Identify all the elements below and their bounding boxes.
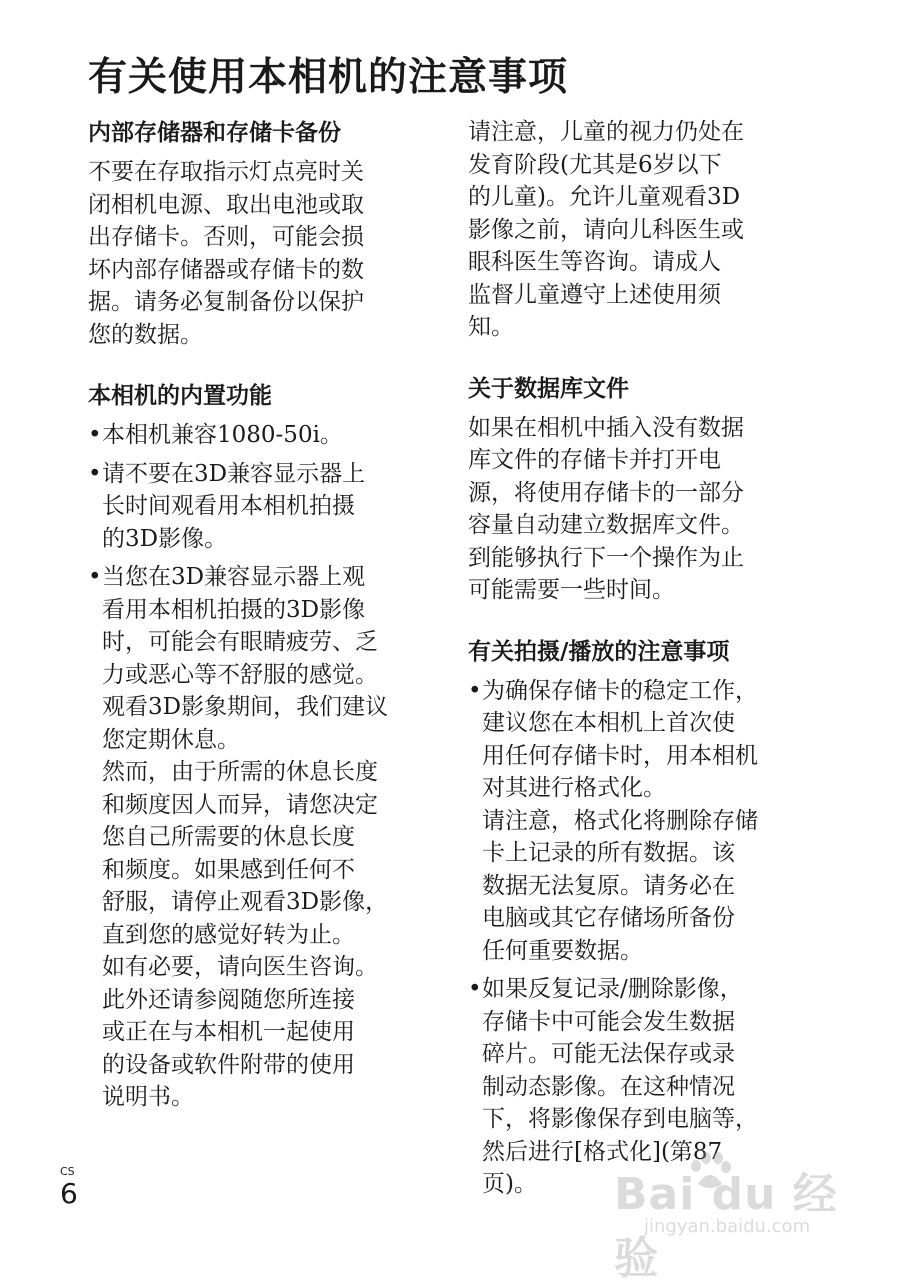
page-title: 有关使用本相机的注意事项 — [88, 55, 569, 100]
list-item-text: 本相机兼容1080-50i。 — [102, 422, 343, 448]
paw-icon — [688, 1152, 732, 1196]
watermark-url: jingyan.baidu.com — [644, 1216, 811, 1237]
list-item — [88, 419, 428, 452]
section-heading-database: 关于数据库文件 — [468, 375, 629, 402]
continued-text: 请注意，儿童的视力仍处在 发育阶段(尤其是6岁以下 的儿童)。允许儿童观看3D 影像之前，请向儿科医生或 眼科医生等咨询。请成人 监督儿童遵守上述使用须 知。 — [468, 119, 744, 340]
language-code: CS — [60, 1165, 75, 1178]
list-item-text: 请不要在3D兼容显示器上 长时间观看用本相机拍摄 的3D影像。 — [102, 460, 366, 552]
section-shooting — [468, 635, 808, 1201]
bullet-icon: • — [88, 422, 102, 448]
section-heading-backup: 内部存储器和存储卡备份 — [88, 120, 341, 146]
list-item — [88, 458, 428, 556]
section-backup — [88, 116, 428, 351]
list-item — [88, 561, 428, 1114]
page-number: 6 — [60, 1177, 78, 1210]
section-builtin — [88, 379, 428, 1114]
section-heading-shooting: 有关拍摄/播放的注意事项 — [468, 638, 730, 665]
bullet-list-shooting — [468, 675, 808, 1201]
section-continued — [468, 116, 808, 344]
bullet-icon: • — [468, 976, 482, 1002]
list-item-text: 为确保存储卡的稳定工作， 建议您在本相机上首次使 用任何存储卡时，用本相机 对其进行格式化。 — [482, 677, 758, 801]
section-text-database: 如果在相机中插入没有数据 库文件的存储卡并打开电 源，将使用存储卡的一部分 容量自动建立数据库文件。 到能够执行下一个操作为止 可能需要一些时间。 — [468, 414, 744, 603]
right-column — [468, 116, 808, 1229]
bullet-icon: • — [468, 677, 482, 704]
watermark-brand: Bai du 经验 — [614, 1169, 838, 1284]
section-heading-builtin: 本相机的内置功能 — [88, 383, 272, 409]
list-item — [468, 675, 808, 968]
section-database — [468, 372, 808, 607]
bullet-icon: • — [88, 460, 102, 487]
list-item-text: 如果反复记录/删除影像， 存储卡中可能会发生数据 碎片。可能无法保存或录 制动态影像。在这种情况 下，将影像保存到电脑等， 然后进行[格式化](第87 页)。 — [482, 976, 758, 1197]
section-text-backup: 不要在存取指示灯点亮时关 闭相机电源、取出电池或取 出存储卡。否则，可能会损 坏内部存储器或存储卡的数 据。请务必复制备份以保护 您的数据。 — [88, 159, 364, 348]
bullet-icon: • — [88, 564, 102, 590]
watermark — [614, 1150, 874, 1284]
left-column — [88, 116, 428, 1142]
page-footer — [60, 1166, 78, 1210]
list-item-text: 当您在3D兼容显示器上观 看用本相机拍摄的3D影像 时，可能会有眼睛疲劳、乏 力或恶心等不舒服的感觉。 观看3D影象期间，我们建议 您定期休息。 — [102, 564, 389, 753]
list-item-continuation: 然而，由于所需的休息长度 和频度因人而异，请您决定 您自己所需要的休息长度 和频度。如果感到任何不 舒服，请停止观看3D影像， 直到您的感觉好转为止。 如有必要，请向医生咨询。 此外还请参阅随您所连接 或正在与本相机一起使用 的设备或软件附带的使用 说明书。 — [102, 759, 389, 1110]
bullet-list-builtin — [88, 419, 428, 1114]
list-item-continuation: 请注意，格式化将删除存储 卡上记录的所有数据。该 数据无法复原。请务必在 电脑或其它存储场所备份 任何重要数据。 — [482, 807, 758, 964]
